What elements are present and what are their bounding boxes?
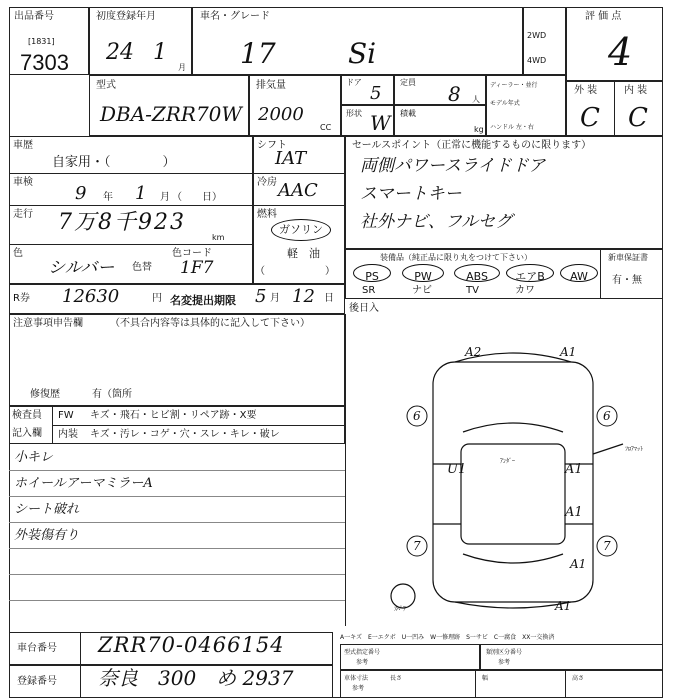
insp-day: （ 日） [172, 192, 222, 203]
shift-value: IAT [275, 148, 307, 169]
deadline-label: 名変提出期限 [170, 294, 236, 307]
chassis-label: 車台番号 [17, 643, 57, 654]
note-line-4: 外装傷有り [14, 528, 80, 543]
mark-rear-bottom: A1 [555, 599, 572, 613]
interior-grade: C [628, 103, 648, 133]
insp-month-unit: 月 [160, 192, 170, 203]
mark-wheel-rl: 7 [413, 539, 421, 553]
drive-4wd: 4WD [527, 56, 547, 65]
dims-box [340, 670, 663, 698]
sales-line-3: 社外ナビ、フルセグ [360, 212, 513, 232]
fuel-value: ガソリン [279, 223, 323, 236]
interior-label: 内 装 [624, 85, 648, 96]
dims-height: 高さ [572, 675, 585, 682]
rating-label: 評 価 点 [585, 11, 622, 22]
door-label: ドア [346, 78, 362, 87]
rating-value: 4 [608, 30, 633, 74]
color-change-label: 色替 [132, 262, 152, 273]
model-label: 型式 [96, 80, 116, 91]
color-code-label: 色コード [172, 248, 212, 259]
sales-label: セールスポイント（正常に機能するものに限ります） [352, 140, 592, 151]
shape-label: 形状 [346, 109, 362, 118]
interior-note-text: キズ・汚レ・コゲ・穴・スレ・キレ・破レ [90, 429, 280, 440]
repair-label: 修復歴 [30, 389, 60, 400]
fw-text: キズ・飛石・ヒビ割・リペア跡・X要 [90, 410, 257, 421]
color-label: 色 [13, 248, 23, 259]
name-grade-label: 車名・グレード [200, 11, 270, 22]
first-reg-label: 初度登録年月 [96, 11, 156, 22]
mileage-label: 走行 [13, 209, 33, 220]
displacement-value: 2000 [258, 104, 304, 125]
equip-sr: SR [362, 285, 376, 296]
inspection-label: 車検 [13, 177, 33, 188]
mark-right-rear-door: A1 [565, 505, 583, 520]
recycle-yen: 円 [152, 293, 162, 304]
sales-line-2: スマートキー [360, 184, 462, 204]
warranty-value: 有・無 [612, 275, 642, 286]
color-value: シルバー [48, 258, 115, 278]
equip-ps: PS [353, 264, 391, 282]
record-label: 記入欄 [12, 428, 42, 439]
reg-label: 登録番号 [17, 676, 57, 687]
deadline-month-unit: 月 [270, 293, 280, 304]
model-year-label: モデル年式 [490, 100, 520, 107]
equip-aw: AW [560, 264, 598, 282]
equip-tv: TV [466, 285, 479, 296]
note-line-1: 小キレ [14, 450, 53, 465]
ref-box-2-sub: 参考 [498, 659, 511, 666]
equip-navi: ナビ [412, 285, 432, 296]
inspector-label: 検査員 [12, 410, 42, 421]
fuel-other: （ ） [255, 266, 335, 277]
exterior-grade: C [580, 103, 600, 133]
capacity-value: 8 [448, 82, 461, 106]
notes-label: 注意事項申告欄 [13, 318, 83, 329]
mark-rear-right: A1 [570, 557, 587, 571]
equip-pw: PW [402, 264, 444, 282]
equip-abs: ABS [454, 264, 500, 282]
cc-unit: CC [320, 123, 332, 132]
mileage-value: 7万8千923 [58, 210, 186, 235]
car-damage-diagram [345, 314, 663, 626]
windshield-outline [463, 423, 563, 432]
lot-label: 出品番号 [14, 11, 54, 22]
mark-wheel-rr: 7 [603, 539, 611, 553]
diagram-label-spare: ｽﾍﾟｱ [394, 606, 407, 613]
fuel-diesel: 軽 油 [287, 247, 320, 260]
capacity-label: 定員 [400, 78, 416, 87]
deadline-month: 5 [255, 286, 267, 307]
ref-box-1-sub: 参考 [356, 659, 369, 666]
fw-label: FW [58, 410, 74, 421]
mark-front-left: A2 [465, 345, 482, 359]
chassis-value: ZRR70-0466154 [98, 633, 285, 657]
car-body-outline [433, 362, 593, 602]
ac-label: 冷房 [257, 177, 277, 188]
first-reg-year: 24 [106, 40, 134, 65]
lot-sub: [1831] [28, 37, 55, 46]
mark-wheel-fl: 6 [413, 409, 421, 423]
ac-value: AAC [278, 180, 318, 201]
handle-label: ハンドル 左・右 [490, 124, 534, 131]
rear-window-outline [463, 554, 563, 563]
dims-label: 車体寸法 [344, 675, 369, 682]
dealer-label: ディーラー・並行 [490, 82, 538, 89]
warranty-label: 新車保証書 [608, 253, 648, 262]
drive-2wd: 2WD [527, 31, 547, 40]
mark-right-side: A1 [565, 462, 583, 477]
exterior-label: 外 装 [574, 85, 598, 96]
equipment-label: 装備品（純正品に限り丸をつけて下さい） [380, 253, 532, 262]
displacement-label: 排気量 [256, 80, 286, 91]
insp-month: 1 [135, 183, 147, 204]
door-value: 5 [370, 83, 382, 104]
damage-legend: A一キズ E一エクボ U一凹み W一修理跡 S一サビ C一腐食 XX一交換済 [340, 634, 555, 641]
first-reg-month-unit: 月 [178, 63, 186, 72]
shape-value: W [370, 111, 391, 135]
insp-year: 9 [75, 183, 87, 204]
sales-line-1: 両側パワースライドドア [360, 156, 546, 176]
notes-instruction: （不具合内容等は具体的に記入して下さい） [110, 318, 310, 329]
insp-year-unit: 年 [103, 192, 113, 203]
mark-wheel-fr: 6 [603, 409, 611, 423]
mark-left-side: U1 [447, 462, 467, 477]
car-name: 17 [240, 37, 276, 70]
load-label: 積載 [400, 109, 416, 118]
usage-label: 車歴 [13, 140, 33, 151]
dims-width: 幅 [482, 675, 489, 682]
deadline-day-unit: 日 [324, 293, 334, 304]
later-input-label: 後日入 [349, 303, 379, 314]
fuel-label: 燃料 [257, 209, 277, 220]
ref-box-2-label: 類別区分番号 [486, 649, 523, 656]
dims-ref: 参考 [352, 685, 365, 692]
equip-airbag: エアB [506, 264, 554, 282]
lot-number: 7303 [20, 50, 69, 75]
color-code-value: 1F7 [180, 258, 214, 278]
km-unit: km [212, 233, 225, 242]
diagram-label-under: ｱﾝﾀﾞｰ [500, 458, 516, 465]
shift-label: シフト [257, 140, 287, 151]
recycle-amount: 12630 [62, 286, 120, 307]
ref-box-1-label: 型式指定番号 [344, 649, 381, 656]
person-unit: 人 [472, 95, 480, 104]
usage-value: 自家用・（ ） [52, 155, 176, 170]
interior-note-label: 内装 [58, 429, 78, 440]
grade: Si [348, 37, 377, 70]
note-line-3: シート破れ [14, 502, 80, 517]
recycle-label: R券 [13, 293, 30, 304]
kg-unit: kg [474, 125, 484, 134]
diagram-label-floormat: ﾌﾛｱﾏｯﾄ [625, 446, 644, 453]
note-line-2: ホイールアーマミラーA [14, 476, 153, 491]
rear-outline [455, 602, 571, 608]
reg-value: 奈良 300 め 2937 [98, 666, 294, 690]
deadline-day: 12 [292, 286, 315, 307]
mark-front-right: A1 [560, 345, 577, 359]
repair-value: 有（箇所 [92, 389, 132, 400]
equip-kawa: カワ [515, 285, 535, 296]
dims-length: 長さ [390, 675, 403, 682]
model-value: DBA-ZRR70W [100, 102, 242, 126]
first-reg-month: 1 [153, 40, 167, 65]
